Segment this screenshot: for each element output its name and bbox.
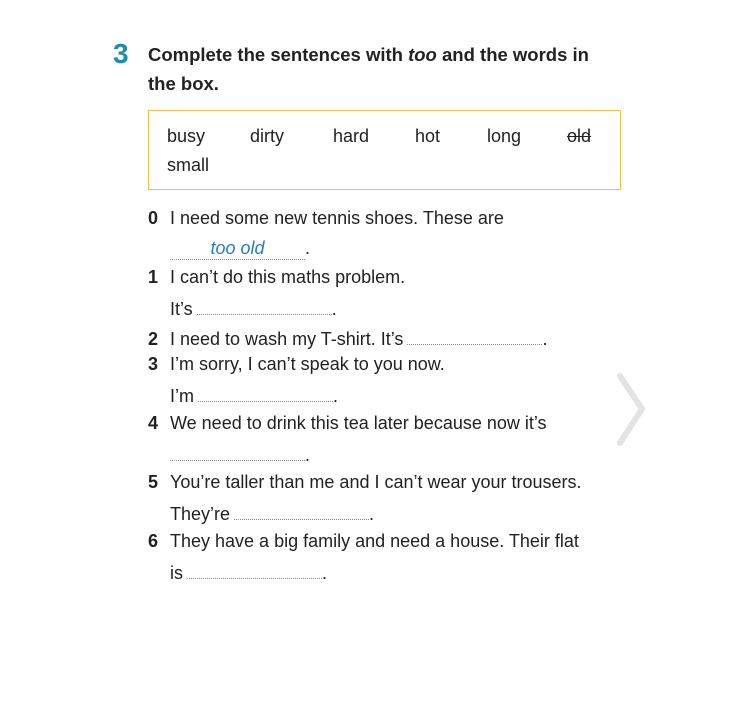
exercise-instruction: [148, 40, 618, 98]
word-hard: hard: [333, 126, 370, 146]
word-hot: hot: [415, 126, 441, 146]
word-old-struck: old: [567, 126, 592, 146]
word-busy: busy: [167, 126, 206, 146]
item-prefix: I’m: [170, 386, 194, 406]
list-item: [148, 472, 582, 493]
list-item-line2: [170, 238, 310, 260]
word-small: small: [167, 155, 210, 175]
list-item: [148, 354, 445, 375]
sentence-end: .: [305, 238, 311, 258]
list-item: [148, 531, 579, 552]
answer-blank[interactable]: [170, 442, 305, 461]
item-prefix: It’s: [170, 299, 193, 319]
answer-blank[interactable]: [407, 326, 542, 345]
list-item: [148, 413, 547, 434]
item-number: 2: [148, 329, 159, 349]
sentence-end: .: [331, 299, 337, 319]
word-long: long: [487, 126, 522, 146]
instruction-text-2: and the words in the box.: [148, 44, 589, 94]
list-item-line2: [170, 560, 327, 584]
list-item: [148, 326, 547, 350]
instruction-text-1: Complete the sentences with: [148, 44, 409, 65]
list-item: [148, 267, 405, 288]
list-item: [148, 208, 504, 229]
item-number: 1: [148, 267, 159, 287]
item-text: I need some new tennis shoes. These are: [170, 208, 504, 228]
item-text: I need to wash my T-shirt. It’s: [170, 329, 404, 349]
item-number: 4: [148, 413, 159, 433]
next-page-button[interactable]: [612, 372, 652, 447]
list-item-line2: [170, 296, 337, 320]
answer-blank[interactable]: [197, 296, 332, 315]
answer-field[interactable]: too old: [170, 238, 305, 260]
item-prefix: is: [170, 563, 183, 583]
item-text: I can’t do this maths problem.: [170, 267, 406, 287]
item-text: You’re taller than me and I can’t wear your trousers.: [170, 472, 582, 492]
word-box: [148, 110, 621, 190]
answer-blank[interactable]: [198, 383, 333, 402]
sentence-end: .: [333, 386, 339, 406]
instruction-emphasis: too: [408, 44, 437, 65]
item-prefix: They’re: [170, 504, 231, 524]
list-item-line2: [170, 442, 310, 466]
answer-blank[interactable]: [234, 501, 369, 520]
item-number: 3: [148, 354, 159, 374]
item-number: 5: [148, 472, 159, 492]
item-text: They have a big family and need a house. Their flat: [170, 531, 579, 551]
sentence-end: .: [322, 563, 328, 583]
chevron-right-icon: [612, 372, 652, 447]
sentence-end: .: [542, 329, 548, 349]
list-item-line2: [170, 501, 374, 525]
sentence-end: .: [369, 504, 375, 524]
sentence-end: .: [305, 445, 311, 465]
exercise-number: 3: [113, 38, 129, 69]
list-item-line2: [170, 383, 338, 407]
item-text: I’m sorry, I can’t speak to you now.: [170, 354, 445, 374]
word-dirty: dirty: [250, 126, 285, 146]
item-text: We need to drink this tea later because now it’s: [170, 413, 547, 433]
answer-blank[interactable]: [187, 560, 322, 579]
item-number: 0: [148, 208, 159, 228]
item-number: 6: [148, 531, 159, 551]
